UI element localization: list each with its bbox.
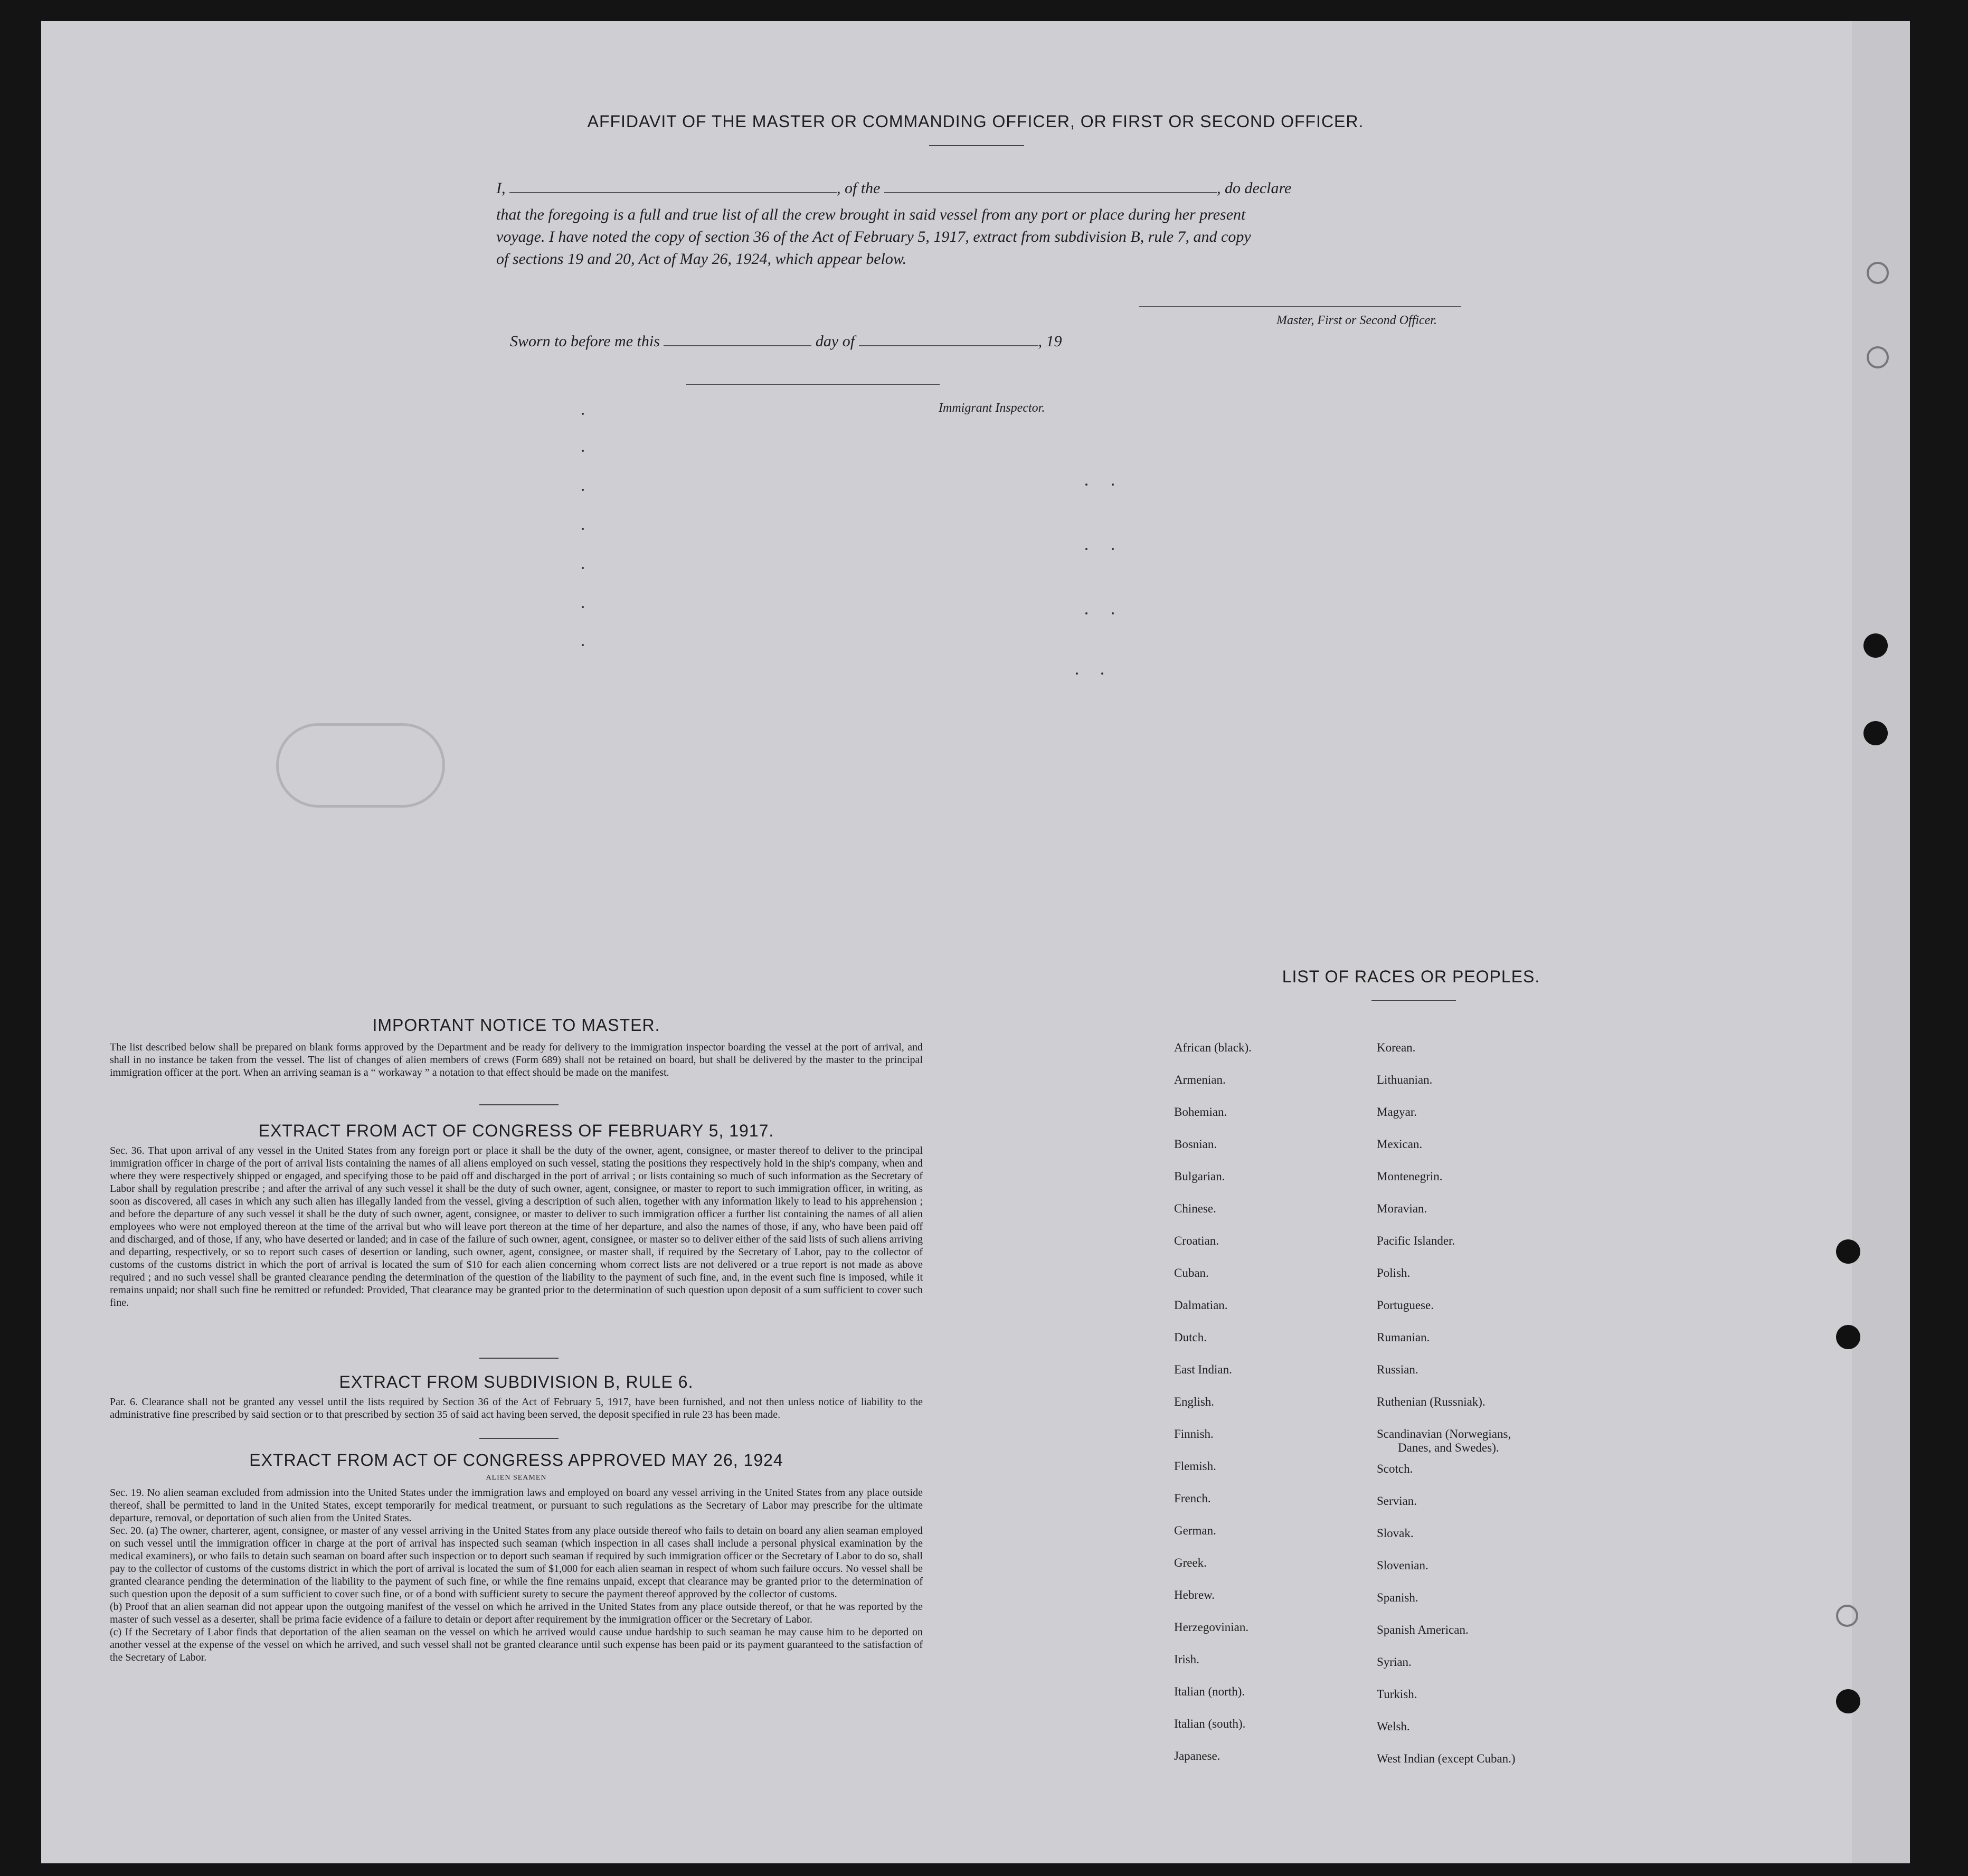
race-item: French. <box>1174 1492 1211 1505</box>
race-item: Dutch. <box>1174 1331 1207 1344</box>
race-item: Bosnian. <box>1174 1138 1217 1151</box>
title-divider <box>929 145 1024 146</box>
race-item: Bulgarian. <box>1174 1170 1225 1183</box>
race-item: Ruthenian (Russniak). <box>1377 1395 1486 1408</box>
month-blank[interactable] <box>859 343 1038 346</box>
mark-dot <box>582 450 584 452</box>
race-item: East Indian. <box>1174 1363 1232 1376</box>
name-blank[interactable] <box>509 190 837 193</box>
mark-dot <box>1085 548 1087 550</box>
race-item: Spanish. <box>1377 1591 1418 1604</box>
punch-hole <box>1836 1325 1860 1349</box>
race-item: Danes, and Swedes). <box>1398 1441 1499 1454</box>
race-item: Scotch. <box>1377 1462 1413 1475</box>
race-item: Rumanian. <box>1377 1331 1430 1344</box>
race-item: Bohemian. <box>1174 1105 1227 1119</box>
mark-dot <box>582 413 584 415</box>
section-20b-text: (b) Proof that an alien seaman did not appear upon the outgoing manifest of the vessel on which he arrived in the United States from any place outside thereof, or that he was reported by the master of such vessel as a deserter, shall be prima facie evidence of a failure to detain or deport after requirement by the immigration officer or the Secretary of Labor. <box>110 1601 923 1625</box>
section-divider <box>479 1104 559 1105</box>
race-item: Italian (south). <box>1174 1717 1246 1730</box>
race-item: Lithuanian. <box>1377 1073 1433 1086</box>
section-divider <box>479 1438 559 1439</box>
rule-6-body: Par. 6. Clearance shall not be granted any vessel until the lists required by Section 36 of the Act of February 5, 1917, have been furnished, and not then unless notice of liability to the administrative fine prescribed by said section or to that prescribed by section 35 of said act having been served, the deposit specified in rule 23 has been made. <box>110 1396 923 1420</box>
race-item: Servian. <box>1377 1494 1417 1508</box>
document-page <box>41 21 1910 1863</box>
race-item: Irish. <box>1174 1653 1199 1666</box>
punch-hole <box>1867 262 1889 284</box>
postmark-stamp <box>276 723 445 808</box>
mark-dot <box>582 567 584 569</box>
race-item: Cuban. <box>1174 1266 1209 1280</box>
race-item: Welsh. <box>1377 1720 1410 1733</box>
extract-1917-title: EXTRACT FROM ACT OF CONGRESS OF FEBRUARY 5, 1917. <box>258 1121 774 1140</box>
inspector-signature-label: Immigrant Inspector. <box>939 401 1045 415</box>
section-divider <box>479 1358 559 1359</box>
race-item: German. <box>1174 1524 1216 1537</box>
page-edge-strip <box>1852 21 1910 1863</box>
mark-dot <box>582 644 584 646</box>
mark-dot <box>1085 484 1087 486</box>
race-item: Flemish. <box>1174 1460 1216 1473</box>
affidavit-line-3: voyage. I have noted the copy of section 36 of the Act of February 5, 1917, extract from subdivision B, rule 7, and copy <box>496 228 1251 245</box>
master-signature-line[interactable] <box>1139 306 1461 307</box>
race-item: Slovenian. <box>1377 1559 1428 1572</box>
mark-dot <box>1112 548 1114 550</box>
punch-hole <box>1836 1239 1860 1264</box>
vessel-blank[interactable] <box>884 190 1217 193</box>
race-item: Magyar. <box>1377 1105 1417 1119</box>
mark-dot <box>1112 612 1114 614</box>
race-item: African (black). <box>1174 1041 1252 1054</box>
mark-dot <box>1112 484 1114 486</box>
races-divider <box>1371 1000 1456 1001</box>
race-item: Montenegrin. <box>1377 1170 1443 1183</box>
race-item: West Indian (except Cuban.) <box>1377 1752 1516 1765</box>
mark-dot <box>582 528 584 530</box>
extract-1924-title: EXTRACT FROM ACT OF CONGRESS APPROVED MAY 26, 1924 <box>249 1451 783 1470</box>
race-item: Hebrew. <box>1174 1588 1215 1602</box>
race-item: Slovak. <box>1377 1527 1414 1540</box>
punch-hole <box>1867 346 1889 368</box>
races-title: LIST OF RACES OR PEOPLES. <box>1282 967 1540 986</box>
punch-hole <box>1836 1689 1860 1713</box>
race-item: Scandinavian (Norwegians, <box>1377 1427 1511 1441</box>
race-item: Italian (north). <box>1174 1685 1245 1698</box>
race-item: Spanish American. <box>1377 1623 1469 1636</box>
race-item: Herzegovinian. <box>1174 1621 1249 1634</box>
mark-dot <box>1076 672 1078 675</box>
affidavit-title: AFFIDAVIT OF THE MASTER OR COMMANDING OFFICER, OR FIRST OR SECOND OFFICER. <box>587 112 1364 131</box>
race-item: Syrian. <box>1377 1655 1412 1669</box>
section-20c-text: (c) If the Secretary of Labor finds that deportation of the alien seaman on the vessel on which he arrived would cause undue hardship to such seaman he may cause him to be deported on another vessel at the expense of the vessel on which he arrived, and such vessel shall not be granted clearance until such expense has been paid or its payment guaranteed to the satisfaction of the Secretary of Labor. <box>110 1626 923 1663</box>
punch-hole <box>1863 721 1888 745</box>
race-item: Croatian. <box>1174 1234 1219 1247</box>
race-item: Pacific Islander. <box>1377 1234 1455 1247</box>
race-item: Turkish. <box>1377 1688 1417 1701</box>
mark-dot <box>582 489 584 491</box>
affidavit-line-1: I, , of the , do declare <box>496 179 1292 197</box>
alien-seamen-subtitle: ALIEN SEAMEN <box>486 1474 547 1482</box>
race-item: Mexican. <box>1377 1138 1423 1151</box>
race-item: Chinese. <box>1174 1202 1216 1215</box>
affidavit-line-4: of sections 19 and 20, Act of May 26, 1924, which appear below. <box>496 250 907 268</box>
mark-dot <box>1101 672 1103 675</box>
extract-1924-body <box>110 1486 923 1664</box>
race-item: Korean. <box>1377 1041 1416 1054</box>
race-item: Greek. <box>1174 1556 1207 1569</box>
sworn-line: Sworn to before me this day of , 19 <box>510 333 1062 350</box>
notice-body: The list described below shall be prepared on blank forms approved by the Department and be ready for delivery to the immigration inspector boarding the vessel at the port of arrival, and shall in no instance be taken from the vessel. The list of changes of alien members of crews (Form 689) shall not be retained on board, but shall be delivered by the master to the principal immigration officer at the port. When an arriving seaman is a “ workaway ” a notation to that effect should be made on the manifest. <box>110 1041 923 1078</box>
notice-title: IMPORTANT NOTICE TO MASTER. <box>372 1016 660 1035</box>
race-item: Moravian. <box>1377 1202 1427 1215</box>
day-blank[interactable] <box>664 343 811 346</box>
race-item: Finnish. <box>1174 1427 1214 1441</box>
race-item: English. <box>1174 1395 1215 1408</box>
affidavit-line-2: that the foregoing is a full and true list of all the crew brought in said vessel from any port or place during her present <box>496 206 1246 223</box>
punch-hole <box>1836 1605 1858 1627</box>
mark-dot <box>582 606 584 608</box>
inspector-signature-line[interactable] <box>686 384 940 385</box>
race-item: Japanese. <box>1174 1749 1220 1763</box>
master-signature-label: Master, First or Second Officer. <box>1276 314 1437 327</box>
mark-dot <box>1085 612 1087 614</box>
race-item: Polish. <box>1377 1266 1411 1280</box>
race-item: Dalmatian. <box>1174 1299 1228 1312</box>
extract-1917-body: Sec. 36. That upon arrival of any vessel in the United States from any foreign port or place it shall be the duty of the owner, agent, consignee, or master thereof to deliver to the principal immigration officer in charge of the port of arrival lists containing the names of all aliens employed on such vessel, stating the positions they respectively hold in the ship's company, when and where they were respectively shipped or engaged, and specifying those to be paid off and discharged in the port of arrival ; or lists containing so much of such information as the Secretary of Labor shall by regulation prescribe ; and after the arrival of any such vessel it shall be the duty of such owner, agent, consignee, or master to report to such immigration officer, in writing, as soon as discovered, all cases in which any such alien has illegally landed from the vessel, giving a description of such alien, together with any information likely to lead to his apprehension ; and before the departure of any such vessel it shall be the duty of such owner, agent, consignee, or master to deliver to such immigration officer a further list containing the names of all alien employees who were not employed thereon at the time of the arrival but who will leave port thereon at the time of her departure, and also the names of those, if any, who have been paid off and discharged, and of those, if any, who have deserted or landed; and in case of the failure of such owner, agent, consignee, or master so to deliver either of the said lists of such aliens arriving and departing, respectively, or so to report such cases of desertion or landing, such owner, agent, consignee, or master shall, if required by the Secretary of Labor, pay to the collector of customs of the customs district in which the port of arrival is located the sum of $10 for each alien concerning whom correct lists are not delivered or a true report is not made as above required ; and no such vessel shall be granted clearance pending the determination of the question of the liability to the payment of such fine, and, in the event such fine is imposed, while it remains unpaid; nor shall such fine be remitted or refunded: Provided, That clearance may be granted prior to the determination of such question upon deposit of a sum sufficient to cover such fine. <box>110 1145 923 1309</box>
section-19-text: Sec. 19. No alien seaman excluded from admission into the United States under the immigration laws and employed on board any vessel arriving in the United States from any place outside thereof, shall be permitted to land in the United States, except temporarily for medical treatment, or pursuant to such regulations as the Secretary of Labor may prescribe for the ultimate departure, removal, or deportation of such alien from the United States. <box>110 1487 923 1524</box>
race-item: Portuguese. <box>1377 1299 1434 1312</box>
punch-hole <box>1863 633 1888 658</box>
rule-6-title: EXTRACT FROM SUBDIVISION B, RULE 6. <box>339 1372 694 1391</box>
race-item: Russian. <box>1377 1363 1418 1376</box>
race-item: Armenian. <box>1174 1073 1226 1086</box>
section-20a-text: Sec. 20. (a) The owner, charterer, agent, consignee, or master of any vessel arriving in the United States from any place outside thereof who fails to detain on board any alien seaman employed on such vessel until the immigration officer in charge at the port of arrival has inspected such seaman (which inspection in all cases shall include a personal physical examination by the medical examiners), or who fails to detain such seaman on board after such inspection or to deport such seaman if required by such immigration officer or the Secretary of Labor to do so, shall pay to the collector of customs of the customs district in which the port of arrival is located the sum of $1,000 for each alien seaman in respect of whom such failure occurs. No vessel shall be granted clearance pending the determination of the liability to the payment of such fine, or while the fine remains unpaid, except that clearance may be granted prior to the determination of such question upon the deposit of a sum sufficient to cover such fine, or of a bond with sufficient surety to secure the payment thereof approved by the collector of customs. <box>110 1525 923 1600</box>
